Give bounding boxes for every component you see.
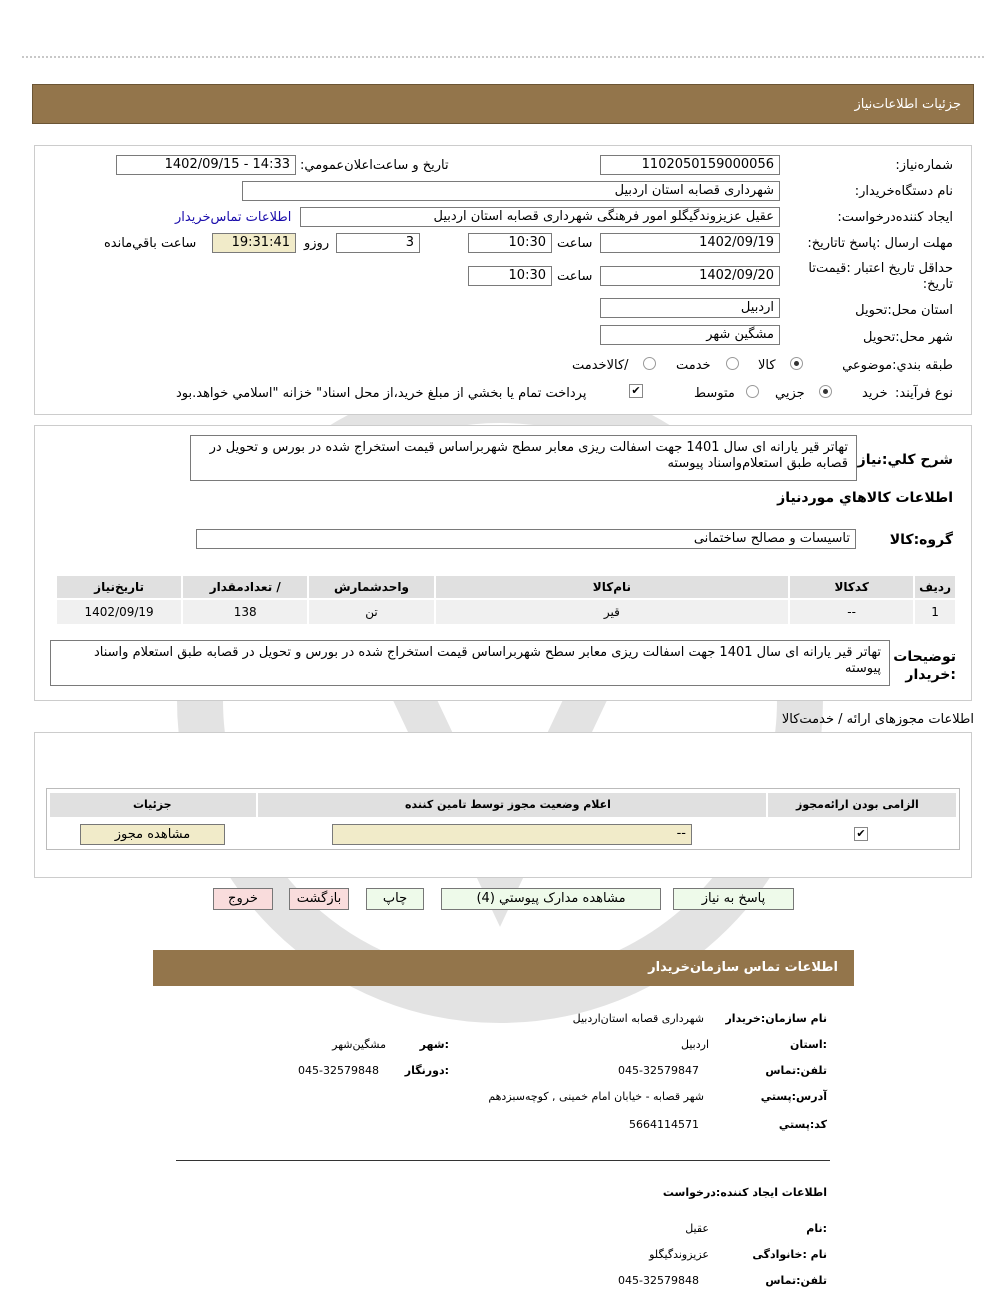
city-field[interactable]: مشگین شهر xyxy=(600,325,780,345)
org-address: شهر قصابه - خیابان امام خمینی , کوچه‌سبزدهم xyxy=(488,1090,704,1103)
col-name: نام‌کالا xyxy=(436,576,788,598)
payment-checkbox[interactable]: ✔ xyxy=(629,384,643,398)
buyer-label: نام دستگاه‌خريدار: xyxy=(854,184,953,199)
print-button[interactable]: چاپ xyxy=(366,888,424,910)
buyer-field[interactable]: شهرداری قصابه استان اردبیل xyxy=(242,181,780,201)
deadline-date-field[interactable]: 1402/09/19 xyxy=(600,233,780,253)
org-address-label: آدرس:پستي xyxy=(760,1090,827,1103)
creator-label: ايجاد کننده‌درخواست: xyxy=(837,210,953,225)
permit-status-field[interactable]: -- xyxy=(332,824,692,845)
page-header xyxy=(32,84,974,124)
announce-field[interactable]: 1402/09/15 - 14:33 xyxy=(116,155,296,175)
view-permit-button[interactable]: مشاهده مجوز xyxy=(80,824,225,845)
col-date: تاريخ‌نياز xyxy=(57,576,181,598)
org-fax: 045-32579848 xyxy=(298,1064,379,1077)
need-no-field[interactable]: 1102050159000056 xyxy=(600,155,780,175)
goods-info-title: اطلاعات کالاهاي مورد‌نياز xyxy=(777,490,953,506)
org-postal-label: کد:پستي xyxy=(778,1118,827,1131)
reply-button[interactable]: پاسخ به نياز xyxy=(673,888,794,910)
col-qty: / تعداد‌مقدار xyxy=(183,576,307,598)
description-label: شرح کلي:نياز xyxy=(857,452,953,468)
org-name-label: نام سازمان:خريدار xyxy=(725,1012,827,1025)
cell-qty: 138 xyxy=(183,600,307,624)
province-field[interactable]: اردبیل xyxy=(600,298,780,318)
cell-row: 1 xyxy=(915,600,955,624)
org-contact-title: اطلاعات تماس سازمان‌خريدار xyxy=(648,960,838,975)
org-phone: 045-32579847 xyxy=(618,1064,699,1077)
contact-divider xyxy=(176,1160,830,1161)
buyer-notes-label: توضيحات :خريدار xyxy=(893,649,956,683)
requester-phone: 045-32579848 xyxy=(618,1274,699,1287)
buyer-contact-link[interactable]: اطلاعات تماس‌خريدار xyxy=(175,210,292,225)
table-row xyxy=(57,600,955,624)
col-row: رديف xyxy=(915,576,955,598)
buyer-notes-field[interactable]: تهاتر قیر یارانه ای سال 1401 جهت اسفالت ریزی معابر سطح شهربراساس قیمت استخراج شده در بورس و تحویل در قصابه طبق استعلام واسناد پیوسته xyxy=(50,640,890,686)
radio-partial[interactable] xyxy=(819,385,832,398)
province-label: استان محل:تحويل xyxy=(855,303,953,318)
city-label: شهر محل:تحويل xyxy=(863,330,953,345)
radio-service[interactable] xyxy=(726,357,739,370)
org-fax-label: :دورنگار xyxy=(404,1064,449,1077)
cell-name: قیر xyxy=(436,600,788,624)
days-label: روزو xyxy=(304,236,330,251)
radio-partial-label: جزيي xyxy=(775,386,805,401)
radio-medium[interactable] xyxy=(746,385,759,398)
requester-title: اطلاعات ايجاد کننده:درخواست xyxy=(662,1186,827,1199)
validity-time-field[interactable]: 10:30 xyxy=(468,266,552,286)
top-divider xyxy=(22,56,984,58)
org-name: شهرداری قصابه استان‌اردبیل xyxy=(572,1012,704,1025)
requester-lname-label: نام :خانوادگی xyxy=(752,1248,827,1261)
radio-goods-label: کالا xyxy=(758,358,776,373)
permit-required-checkbox[interactable]: ✔ xyxy=(854,827,868,841)
exit-button[interactable]: خروج xyxy=(213,888,273,910)
page-title: جزئيات اطلاعات‌نياز xyxy=(854,97,961,112)
validity-label: حداقل تاريخ اعتبار :قيمت‌تا تاريخ: xyxy=(808,261,953,292)
cell-code: -- xyxy=(790,600,913,624)
requester-lname: عزیزوندگیگلو xyxy=(649,1248,709,1261)
creator-field[interactable]: عقیل عزیزوندگیگلو امور فرهنگی شهرداری قصابه استان اردبیل xyxy=(300,207,780,227)
permits-col-status: اعلام وضعيت مجوز توسط تامين کننده xyxy=(405,798,611,811)
permits-col-details: جزئيات xyxy=(133,798,172,811)
description-field[interactable]: تهاتر قیر یارانه ای سال 1401 جهت اسفالت ریزی معابر سطح شهربراساس قیمت استخراج شده در بورس و تحویل در قصابه طبق استعلام‌واسناد پیوسته xyxy=(190,435,857,481)
deadline-label: مهلت ارسال :پاسخ تا‌تاريخ: xyxy=(807,236,953,251)
radio-goods[interactable] xyxy=(790,357,803,370)
cell-date: 1402/09/19 xyxy=(57,600,181,624)
announce-label: تاريخ و ساعت‌اعلان‌عمومي: xyxy=(300,158,449,173)
need-no-label: شماره‌نياز: xyxy=(895,158,953,173)
org-postal: 5664114571 xyxy=(629,1118,699,1131)
category-label: طبقه بندي:موضوعي xyxy=(842,358,953,373)
group-label: گروه:کالا xyxy=(889,532,953,548)
org-province: اردبیل xyxy=(681,1038,709,1051)
requester-phone-label: تلفن:تماس xyxy=(765,1274,827,1287)
view-docs-button[interactable]: مشاهده مدارک پيوستي (4) xyxy=(441,888,661,910)
back-button[interactable]: بازگشت xyxy=(289,888,349,910)
permits-title: اطلاعات مجوزهای ارائه / خدمت‌کالا xyxy=(781,712,974,727)
remaining-time-field: 19:31:41 xyxy=(212,233,296,253)
org-phone-label: تلفن:تماس xyxy=(765,1064,827,1077)
cell-unit: تن xyxy=(309,600,433,624)
org-province-label: :استان xyxy=(790,1038,827,1051)
col-unit: واحد‌شمارش xyxy=(309,576,433,598)
radio-service-label: خدمت xyxy=(676,358,711,373)
org-city-label: :شهر xyxy=(419,1038,449,1051)
items-table-header xyxy=(57,576,955,598)
deadline-time-label: ساعت xyxy=(557,236,593,251)
radio-medium-label: متوسط xyxy=(694,386,735,401)
validity-date-field[interactable]: 1402/09/20 xyxy=(600,266,780,286)
radio-goods-service-label: /کالاخدمت xyxy=(572,358,629,373)
requester-fname: عقیل xyxy=(685,1222,709,1235)
validity-time-label: ساعت xyxy=(557,269,593,284)
requester-fname-label: :نام xyxy=(806,1222,827,1235)
days-field[interactable]: 3 xyxy=(336,233,420,253)
org-city: مشگین‌شهر xyxy=(332,1038,386,1051)
process-label: نوع فرآيند: xyxy=(895,386,953,401)
deadline-time-field[interactable]: 10:30 xyxy=(468,233,552,253)
org-contact-header xyxy=(153,950,854,986)
group-field[interactable]: تاسیسات و مصالح ساختمانی xyxy=(196,529,856,549)
remaining-label: ساعت باقي‌مانده xyxy=(104,236,197,251)
items-table xyxy=(55,574,957,626)
col-code: کدکالا xyxy=(790,576,913,598)
process-type: خريد xyxy=(862,386,888,401)
radio-goods-service[interactable] xyxy=(643,357,656,370)
payment-note: پرداخت تمام يا بخشي از مبلغ خريد،از محل اسناد" خزانه "اسلامي خواهد.بود xyxy=(176,386,587,401)
permits-col-required: الزامی بودن ارائه‌مجوز xyxy=(796,798,919,811)
